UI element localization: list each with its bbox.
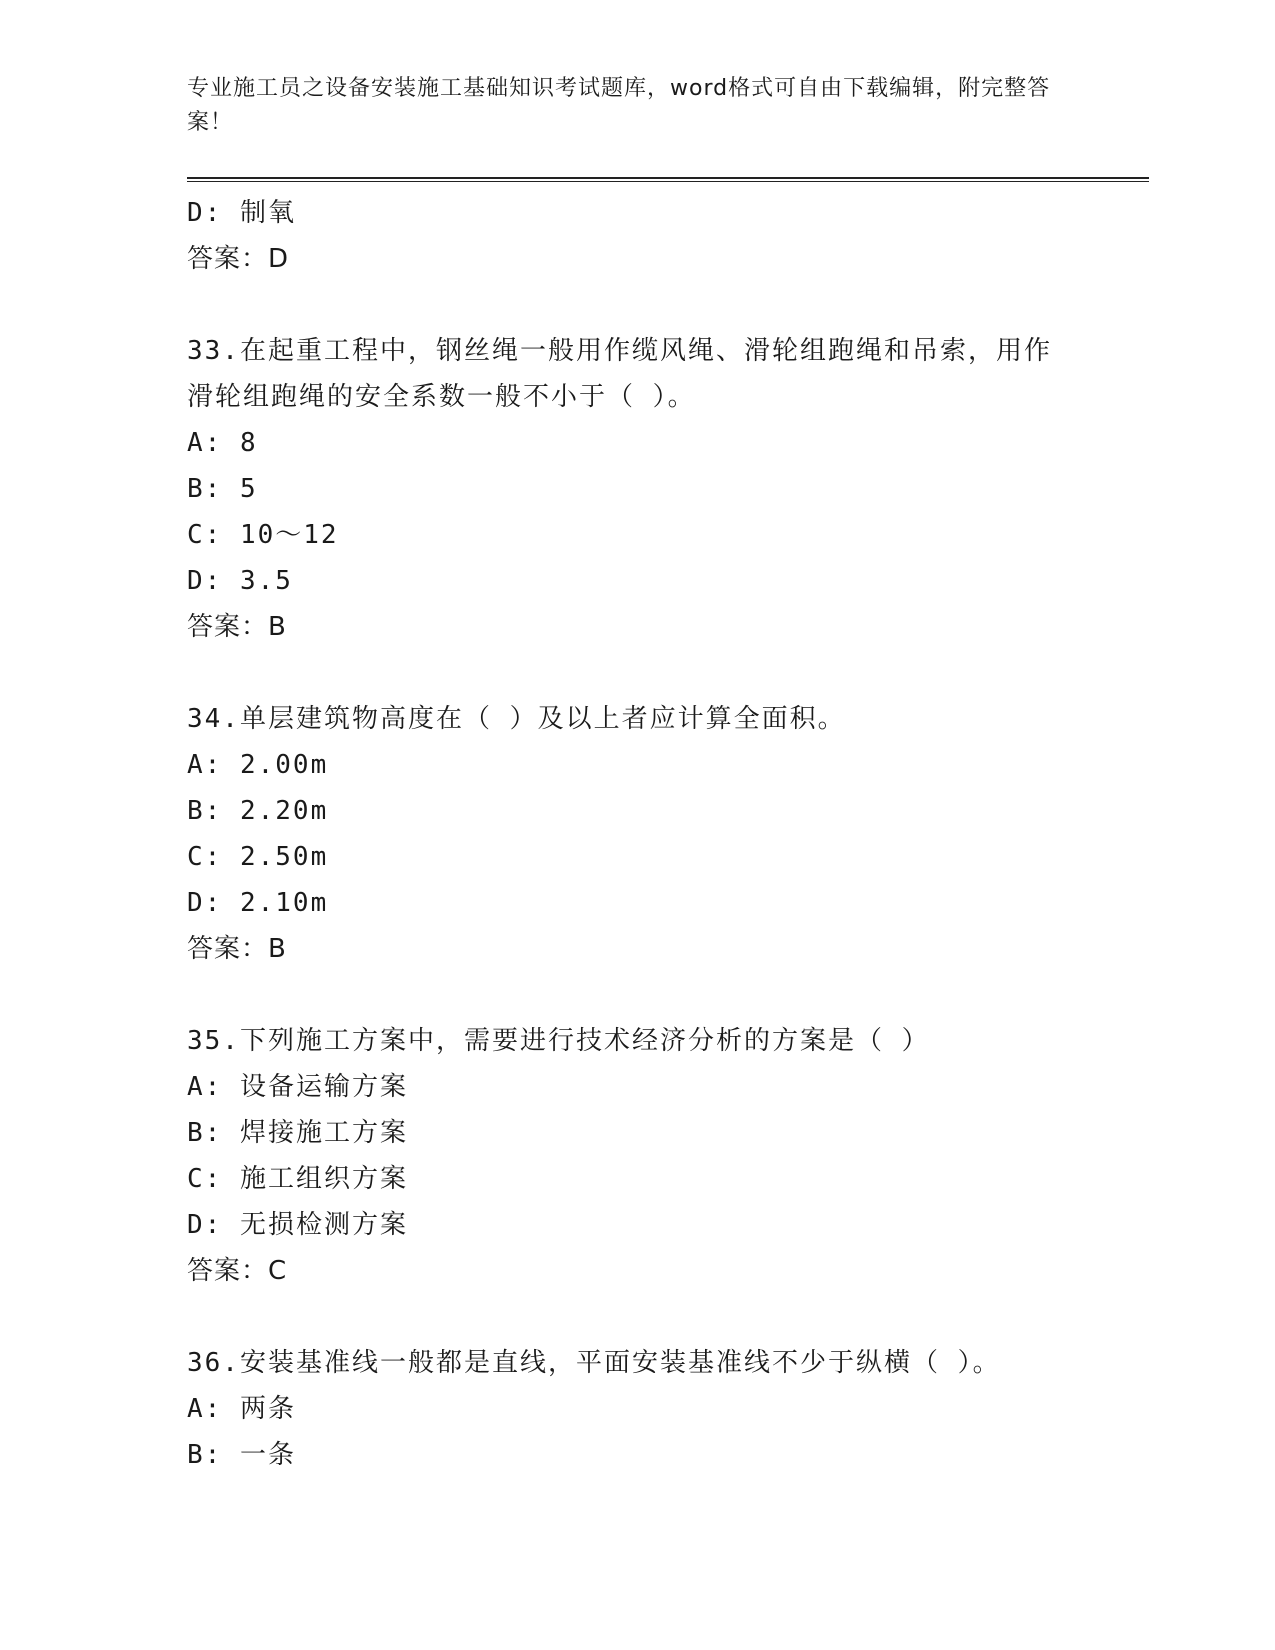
spacer (187, 1294, 1087, 1340)
question-34-option-d: D: 2.10m (187, 888, 329, 918)
question-35-text: 35.下列施工方案中，需要进行技术经济分析的方案是（ ） (187, 1026, 930, 1056)
spacer (187, 282, 1087, 328)
question-35-option-a: A: 设备运输方案 (187, 1072, 408, 1102)
question-35-answer: 答案：C (187, 1256, 288, 1286)
answer-carryover: 答案：D (187, 244, 290, 274)
question-35-option-b: B: 焊接施工方案 (187, 1118, 408, 1148)
question-36-option-a: A: 两条 (187, 1394, 296, 1424)
question-33-option-b: B: 5 (187, 474, 258, 504)
question-33 (187, 328, 1087, 650)
question-34-option-b: B: 2.20m (187, 796, 329, 826)
question-34-option-a: A: 2.00m (187, 750, 329, 780)
question-35-option-c: C: 施工组织方案 (187, 1164, 408, 1194)
question-34-option-c: C: 2.50m (187, 842, 329, 872)
question-33-text-line1: 33.在起重工程中，钢丝绳一般用作缆风绳、滑轮组跑绳和吊索，用作 (187, 336, 1052, 366)
header-divider (187, 177, 1149, 182)
question-36-option-b: B: 一条 (187, 1440, 296, 1470)
question-33-option-c: C: 10～12 (187, 520, 339, 550)
exam-content (187, 190, 1087, 1478)
question-34 (187, 696, 1087, 972)
question-35 (187, 1018, 1087, 1294)
question-36-text: 36.安装基准线一般都是直线，平面安装基准线不少于纵横（ ）。 (187, 1348, 1001, 1378)
question-34-answer: 答案：B (187, 934, 287, 964)
option-d-carryover: D: 制氧 (187, 198, 296, 228)
spacer (187, 972, 1087, 1018)
document-header: 专业施工员之设备安装施工基础知识考试题库，word格式可自由下载编辑，附完整答案！ (187, 76, 1051, 135)
question-33-answer: 答案：B (187, 612, 287, 642)
question-33-option-d: D: 3.5 (187, 566, 293, 596)
question-33-option-a: A: 8 (187, 428, 258, 458)
question-36 (187, 1340, 1087, 1478)
question-33-text-line2: 滑轮组跑绳的安全系数一般不小于（ ）。 (187, 382, 696, 412)
question-34-text: 34.单层建筑物高度在（ ）及以上者应计算全面积。 (187, 704, 846, 734)
spacer (187, 650, 1087, 696)
question-35-option-d: D: 无损检测方案 (187, 1210, 408, 1240)
